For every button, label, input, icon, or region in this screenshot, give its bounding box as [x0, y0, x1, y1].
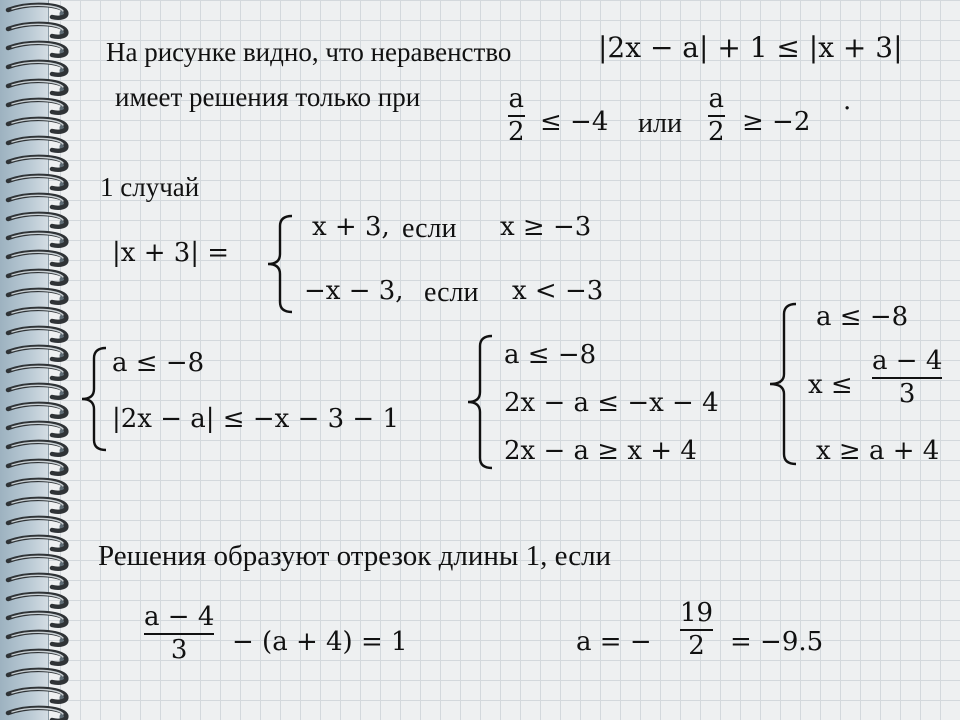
spiral-ring — [8, 347, 69, 361]
cond1-numerator: a — [508, 84, 525, 114]
spiral-ring — [8, 461, 69, 475]
spiral-ring — [8, 233, 69, 247]
spiral-ring — [8, 100, 69, 114]
spiral-ring — [8, 176, 69, 190]
piece-2-expression: −x − 3, — [304, 276, 404, 306]
spiral-ring — [8, 575, 69, 589]
spiral-ring — [8, 613, 69, 627]
spiral-ring — [8, 24, 69, 38]
ans-numerator: 19 — [680, 598, 714, 628]
curly-brace-3 — [466, 334, 498, 470]
condition-2-fraction — [708, 86, 725, 147]
curly-brace-1 — [262, 214, 298, 314]
spiral-ring — [8, 423, 69, 437]
piece-1-condition: x ≥ −3 — [500, 212, 592, 242]
cond1-denominator: 2 — [508, 117, 525, 148]
spiral-ring — [8, 480, 69, 494]
equation-fraction — [144, 604, 214, 665]
spiral-ring — [8, 328, 69, 342]
spiral-ring — [8, 404, 69, 418]
cond2-numerator: a — [708, 84, 725, 114]
answer-fraction — [680, 600, 713, 661]
sys3-denominator: 3 — [898, 379, 916, 410]
spiral-ring — [8, 442, 69, 456]
spiral-ring — [8, 689, 69, 703]
spiral-ring — [8, 62, 69, 76]
system-3-fraction — [872, 348, 942, 409]
spiral-ring — [8, 518, 69, 532]
period: . — [843, 86, 852, 116]
eq-numerator: a − 4 — [144, 602, 215, 632]
spiral-ring — [8, 157, 69, 171]
spiral-ring — [8, 290, 69, 304]
spiral-ring — [8, 670, 69, 684]
spiral-ring — [8, 556, 69, 570]
intro-line-2: имеет решения только при — [115, 82, 421, 112]
or-word: или — [638, 108, 682, 139]
system-1-line-2: |2x − a| ≤ −x − 3 − 1 — [112, 404, 400, 434]
system-3-line-3: x ≥ a + 4 — [816, 436, 940, 466]
abs-definition-lhs: |x + 3| = — [112, 238, 230, 268]
system-3-line-1: a ≤ −8 — [816, 302, 909, 332]
system-1-line-1: a ≤ −8 — [112, 348, 205, 378]
piece-2-condition: x < −3 — [512, 276, 604, 306]
condition-1-relation: ≤ −4 — [540, 107, 609, 137]
piece-1-expression: x + 3, — [312, 212, 390, 242]
spiral-ring — [8, 499, 69, 513]
ans-denominator: 2 — [688, 631, 705, 662]
answer-rest: = −9.5 — [730, 627, 824, 657]
piece-1-if: если — [402, 213, 457, 244]
spiral-ring — [8, 252, 69, 266]
spiral-ring — [8, 309, 69, 323]
curly-brace-4 — [768, 302, 802, 466]
answer-lhs: a = − — [576, 627, 652, 657]
spiral-ring — [8, 5, 69, 19]
spiral-ring — [8, 651, 69, 665]
spiral-ring — [8, 43, 69, 57]
spiral-ring — [8, 81, 69, 95]
system-2-line-2: 2x − a ≤ −x − 4 — [504, 388, 719, 418]
spiral-ring — [8, 138, 69, 152]
spiral-ring — [8, 271, 69, 285]
spiral-rings — [0, 0, 90, 720]
system-3-x-le: x ≤ — [808, 370, 853, 400]
spiral-ring — [8, 195, 69, 209]
spiral-ring — [8, 537, 69, 551]
spiral-ring — [8, 366, 69, 380]
solutions-statement: Решения образуют отрезок длины 1, если — [98, 540, 612, 572]
sys3-numerator: a − 4 — [872, 346, 943, 376]
intro-line-1: На рисунке видно, что неравенство — [106, 37, 512, 67]
spiral-ring — [8, 594, 69, 608]
spiral-ring — [8, 385, 69, 399]
inequality-formula: |2x − a| + 1 ≤ |x + 3| — [598, 31, 903, 64]
spiral-ring — [8, 708, 69, 720]
spiral-ring — [8, 214, 69, 228]
system-2-line-1: a ≤ −8 — [504, 340, 597, 370]
spiral-ring — [8, 632, 69, 646]
condition-2-relation: ≥ −2 — [742, 107, 811, 137]
curly-brace-2 — [80, 346, 112, 452]
cond2-denominator: 2 — [708, 117, 725, 148]
eq-denominator: 3 — [170, 635, 188, 666]
condition-1-fraction — [508, 86, 525, 147]
equation-rest: − (a + 4) = 1 — [232, 627, 408, 657]
spiral-ring — [8, 119, 69, 133]
piece-2-if: если — [424, 277, 479, 308]
case-1-heading: 1 случай — [100, 172, 200, 202]
system-2-line-3: 2x − a ≥ x + 4 — [504, 436, 697, 466]
